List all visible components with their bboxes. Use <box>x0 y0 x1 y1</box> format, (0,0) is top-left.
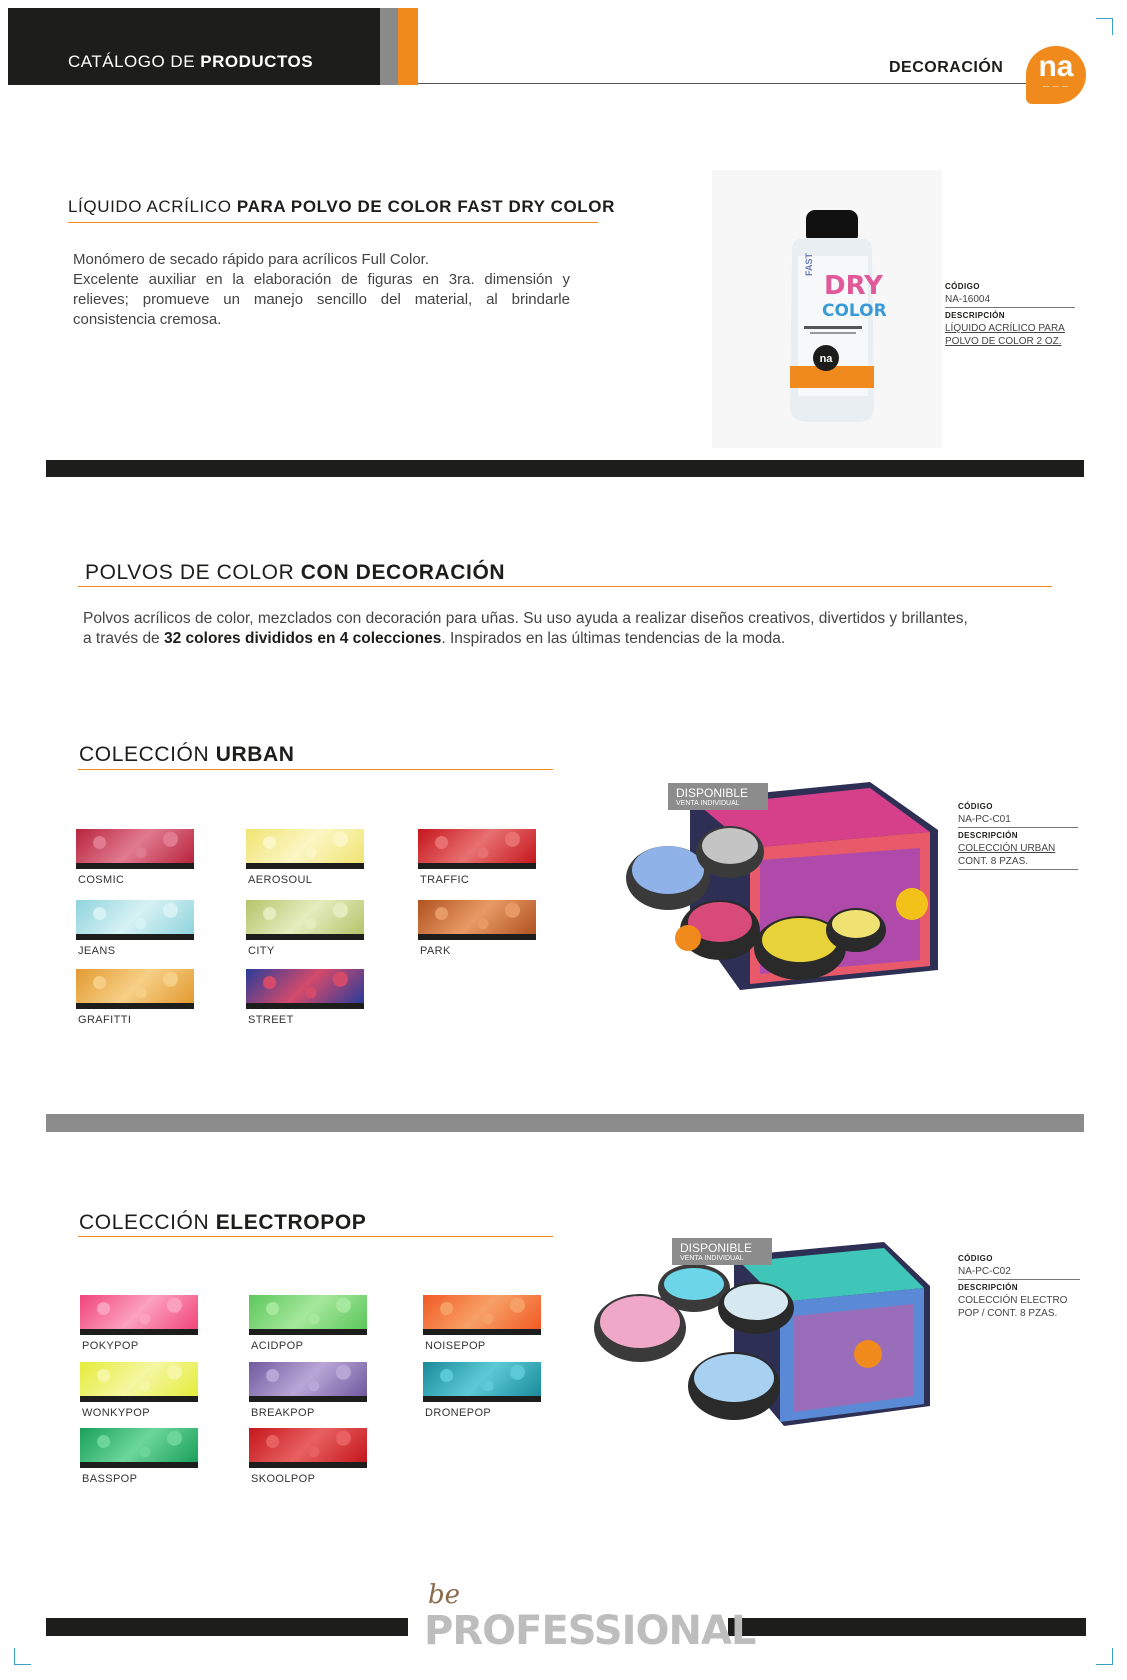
catalog-title: CATÁLOGO DE PRODUCTOS <box>68 52 314 71</box>
liquid-description: Monómero de secado rápido para acrílicos Full Color. Excelente auxiliar en la elaboración de figuras en 3ra. dimensión y relieves; promueve un manejo sencillo del material, al brindarle consistencia cremosa. <box>73 251 570 328</box>
liquid-product-info: CÓDIGO NA-16004 DESCRIPCIÓN LÍQUIDO ACRÍLICO PARA POLVO DE COLOR 2 OZ. <box>945 280 1075 348</box>
crop-mark-bottom-left <box>14 1648 31 1665</box>
electropop-swatch-label: BASSPOP <box>82 1473 138 1485</box>
electropop-product-image <box>584 1236 932 1454</box>
urban-swatch-park <box>418 900 536 940</box>
powders-title: POLVOS DE COLOR CON DECORACIÓN <box>85 561 506 584</box>
urban-swatch-cosmic <box>76 829 194 869</box>
urban-swatch-label: TRAFFIC <box>420 874 470 886</box>
electropop-title: COLECCIÓN ELECTROPOP <box>79 1211 367 1234</box>
electropop-swatch-basspop <box>80 1428 198 1468</box>
urban-title-underline <box>78 769 553 770</box>
swatch-texture <box>80 1295 198 1329</box>
svg-text:FAST: FAST <box>804 252 814 276</box>
urban-product-info: CÓDIGO NA-PC-C01 DESCRIPCIÓN COLECCIÓN URBAN CONT. 8 PZAS. <box>958 800 1078 871</box>
swatch-base <box>246 1003 364 1009</box>
swatch-base <box>246 934 364 940</box>
electropop-kit-graphic <box>584 1236 932 1454</box>
swatch-texture <box>249 1362 367 1396</box>
electropop-product-info: CÓDIGO NA-PC-C02 DESCRIPCIÓN COLECCIÓN ELECTRO POP / CONT. 8 PZAS. <box>958 1252 1080 1320</box>
electropop-swatch-wonkypop <box>80 1362 198 1402</box>
swatch-texture <box>418 829 536 863</box>
liquid-product-image <box>712 170 942 448</box>
swatch-base <box>423 1396 541 1402</box>
electropop-swatch-dronepop <box>423 1362 541 1402</box>
swatch-base <box>80 1329 198 1335</box>
electropop-swatch-label: ACIDPOP <box>251 1340 304 1352</box>
electropop-available-badge: DISPONIBLE VENTA INDIVIDUAL <box>672 1238 772 1265</box>
electropop-swatch-label: WONKYPOP <box>82 1407 150 1419</box>
swatch-texture <box>418 900 536 934</box>
liquid-title: LÍQUIDO ACRÍLICO PARA POLVO DE COLOR FAST DRY COLOR <box>68 197 615 216</box>
swatch-texture <box>76 829 194 863</box>
urban-swatch-label: AEROSOUL <box>248 874 313 886</box>
swatch-base <box>249 1462 367 1468</box>
urban-available-badge: DISPONIBLE VENTA INDIVIDUAL <box>668 783 768 810</box>
swatch-base <box>80 1396 198 1402</box>
swatch-base <box>418 934 536 940</box>
electropop-title-underline <box>78 1236 553 1237</box>
header-gray-strip <box>380 8 398 85</box>
brand-logo: na — — — <box>1026 46 1086 104</box>
swatch-base <box>80 1462 198 1468</box>
electropop-swatch-label: POKYPOP <box>82 1340 139 1352</box>
urban-swatch-label: JEANS <box>78 945 116 957</box>
section-divider-gray <box>46 1114 1084 1132</box>
electropop-swatch-label: BREAKPOP <box>251 1407 315 1419</box>
electropop-swatch-pokypop <box>80 1295 198 1335</box>
electropop-swatch-noisepop <box>423 1295 541 1335</box>
swatch-texture <box>423 1295 541 1329</box>
swatch-texture <box>246 829 364 863</box>
bottle-graphic <box>712 170 942 448</box>
urban-swatch-label: CITY <box>248 945 275 957</box>
electropop-swatch-breakpop <box>249 1362 367 1402</box>
urban-swatch-label: STREET <box>248 1014 294 1026</box>
urban-swatch-grafitti <box>76 969 194 1009</box>
svg-text:DRY: DRY <box>824 271 884 301</box>
powders-title-underline <box>78 586 1052 587</box>
urban-swatch-label: COSMIC <box>78 874 125 886</box>
swatch-texture <box>76 969 194 1003</box>
electropop-swatch-label: DRONEPOP <box>425 1407 492 1419</box>
urban-swatch-jeans <box>76 900 194 940</box>
swatch-texture <box>246 969 364 1003</box>
swatch-base <box>249 1329 367 1335</box>
swatch-texture <box>423 1362 541 1396</box>
swatch-base <box>418 863 536 869</box>
footer-bar-left <box>46 1618 408 1636</box>
swatch-base <box>76 863 194 869</box>
footer-be-text: be <box>428 1580 461 1610</box>
header-rule <box>418 83 1084 84</box>
swatch-texture <box>76 900 194 934</box>
urban-swatch-street <box>246 969 364 1009</box>
swatch-texture <box>80 1362 198 1396</box>
swatch-base <box>249 1396 367 1402</box>
section-divider-bar <box>46 460 1084 477</box>
swatch-texture <box>249 1428 367 1462</box>
electropop-swatch-label: SKOOLPOP <box>251 1473 316 1485</box>
swatch-texture <box>249 1295 367 1329</box>
footer-professional-text: PROFESSIONAL <box>424 1608 756 1654</box>
liquid-title-underline <box>68 222 598 223</box>
swatch-texture <box>80 1428 198 1462</box>
urban-swatch-city <box>246 900 364 940</box>
urban-swatch-label: GRAFITTI <box>78 1014 132 1026</box>
electropop-swatch-acidpop <box>249 1295 367 1335</box>
urban-swatch-aerosoul <box>246 829 364 869</box>
swatch-texture <box>246 900 364 934</box>
swatch-base <box>423 1329 541 1335</box>
svg-text:COLOR: COLOR <box>822 301 887 321</box>
svg-text:na: na <box>819 353 833 365</box>
urban-title: COLECCIÓN URBAN <box>79 743 295 766</box>
crop-mark-bottom-right <box>1096 1648 1113 1665</box>
electropop-swatch-label: NOISEPOP <box>425 1340 486 1352</box>
crop-mark-top-right <box>1096 18 1113 35</box>
header-banner <box>8 8 380 85</box>
swatch-base <box>76 934 194 940</box>
electropop-swatch-skoolpop <box>249 1428 367 1468</box>
swatch-base <box>246 863 364 869</box>
urban-swatch-label: PARK <box>420 945 451 957</box>
urban-swatch-traffic <box>418 829 536 869</box>
footer-bar-right <box>728 1618 1086 1636</box>
swatch-base <box>76 1003 194 1009</box>
powders-description: Polvos acrílicos de color, mezclados con decoración para uñas. Su uso ayuda a realizar diseños creativos, divertidos y brillantes, a través de 32 colores divididos en 4 colecciones. Inspirados en las últimas tendencias de la moda. <box>83 610 968 647</box>
section-name: DECORACIÓN <box>889 59 1004 76</box>
header-orange-strip <box>398 8 418 85</box>
